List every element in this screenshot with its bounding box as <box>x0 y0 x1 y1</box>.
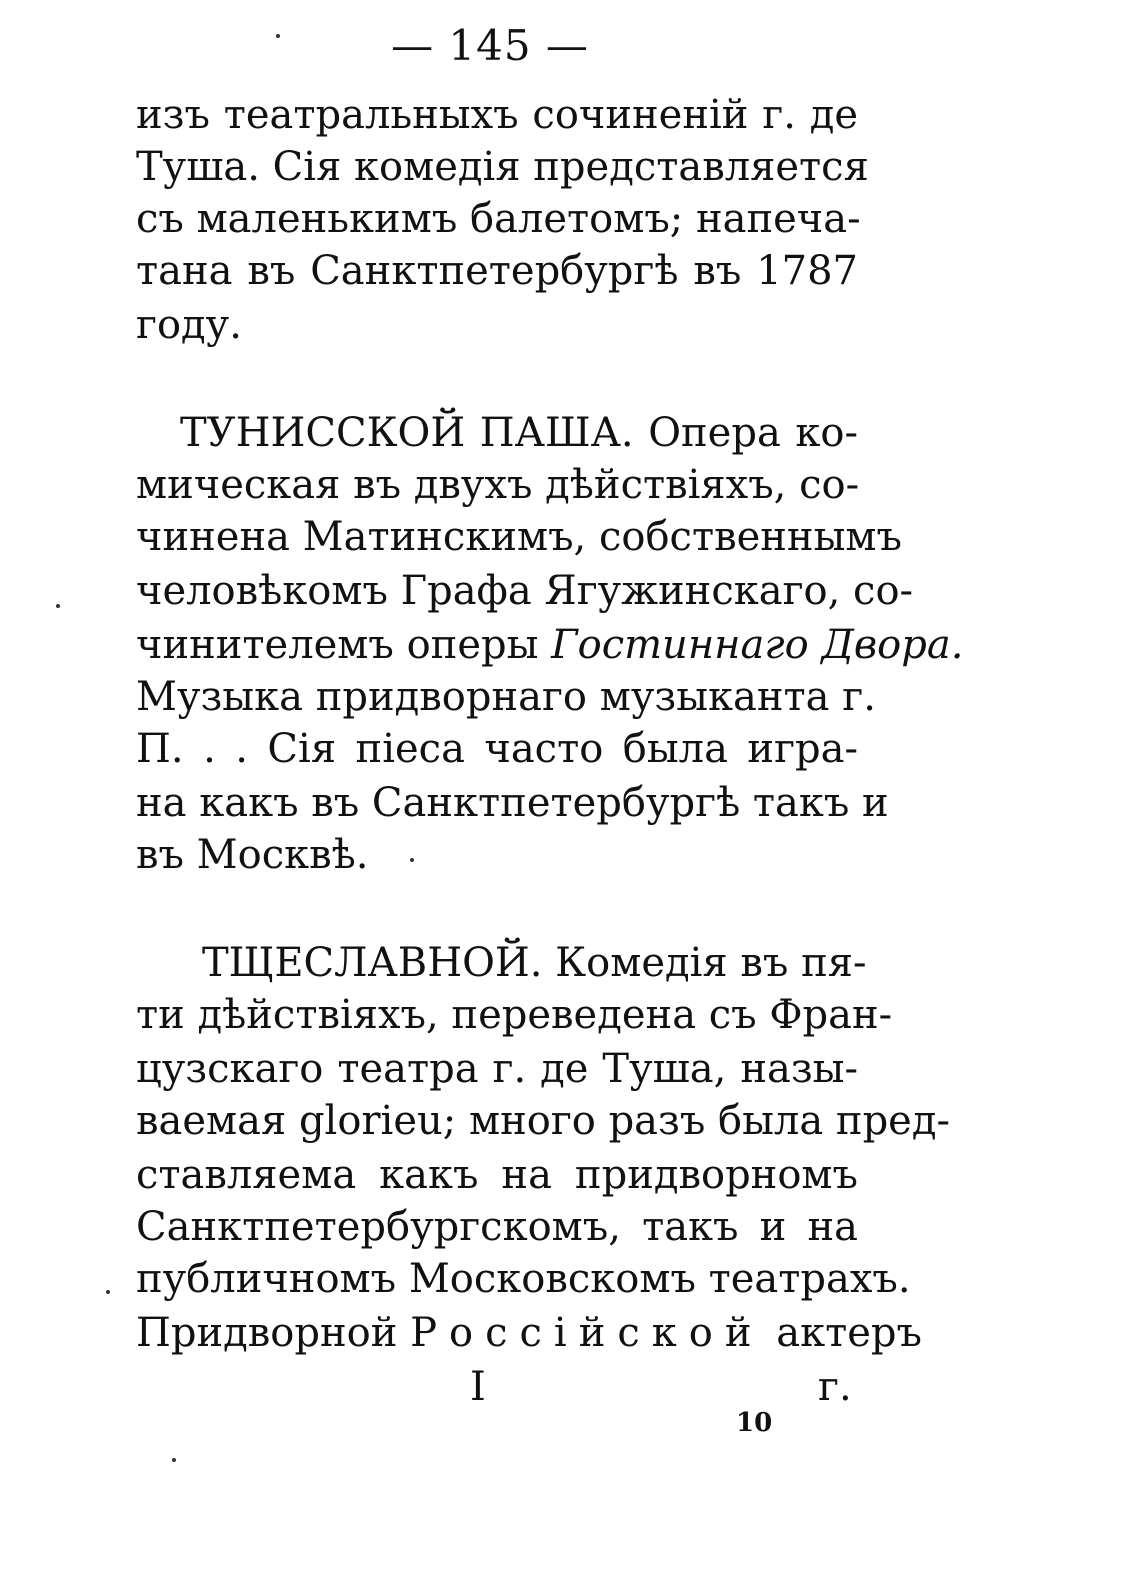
entry-title: ТУНИССКОЙ ПАША. <box>180 410 634 456</box>
text-line <box>136 618 964 672</box>
entry-text: Комедія въ пя- <box>542 940 867 986</box>
print-speck <box>106 1290 110 1294</box>
print-speck <box>56 604 60 608</box>
text-line: на какъ въ Санктпетербургѣ такъ и <box>136 780 889 826</box>
text-line: чинена Матинскимъ, собственнымъ <box>136 514 902 560</box>
text-line: ваемая glorieu; много разъ была пред- <box>136 1098 950 1144</box>
text-line: въ Москвѣ. <box>136 832 369 878</box>
print-speck <box>410 858 414 862</box>
entry-heading-line <box>202 936 867 990</box>
entry-text: Опера ко- <box>633 410 858 456</box>
text-line: цузскаго театра г. де Туша, назы- <box>136 1046 858 1092</box>
text-line: ставляема какъ на придворномъ <box>136 1152 858 1198</box>
text-line: Туша. Сія комедія представляется <box>136 144 869 190</box>
entry-text: чинителемъ оперы <box>136 622 552 668</box>
text-line: публичномъ Московскомъ театрахъ. <box>136 1256 911 1302</box>
print-speck <box>172 1458 176 1462</box>
spaced-word: Россійской <box>410 1310 764 1356</box>
text-line: П. . . Сія піеса часто была игра- <box>136 726 858 772</box>
entry-text: Придворной <box>136 1310 411 1356</box>
text-line: человѣкомъ Графа Ягужинскаго, со- <box>136 568 914 614</box>
text-line: тана въ Санктпетербургѣ въ 1787 <box>136 248 858 294</box>
catchword-right: г. <box>818 1364 852 1410</box>
text-line: изъ театральныхъ сочиненій г. де <box>136 92 858 138</box>
text-line: мическая въ двухъ дѣйствіяхъ, со- <box>136 462 860 508</box>
text-line: Музыка придворнаго музыканта г. <box>136 674 876 720</box>
entry-heading-line <box>180 406 858 460</box>
text-line: ти дѣйствіяхъ, переведена съ Фран- <box>136 992 893 1038</box>
entry-text: актеръ <box>763 1310 922 1356</box>
catchword-left: I <box>470 1364 486 1410</box>
text-line <box>136 1306 922 1360</box>
page-number: — 145 — <box>391 21 589 70</box>
text-line: году. <box>136 302 242 348</box>
italic-title: Гостиннаго Двора. <box>551 622 964 668</box>
signature-mark: 10 <box>736 1408 773 1438</box>
text-line: Санктпетербургскомъ, такъ и на <box>136 1204 858 1250</box>
text-line: съ маленькимъ балетомъ; напеча- <box>136 196 861 242</box>
entry-title: ТЩЕСЛАВНОЙ. <box>202 940 543 986</box>
print-speck <box>276 34 280 38</box>
